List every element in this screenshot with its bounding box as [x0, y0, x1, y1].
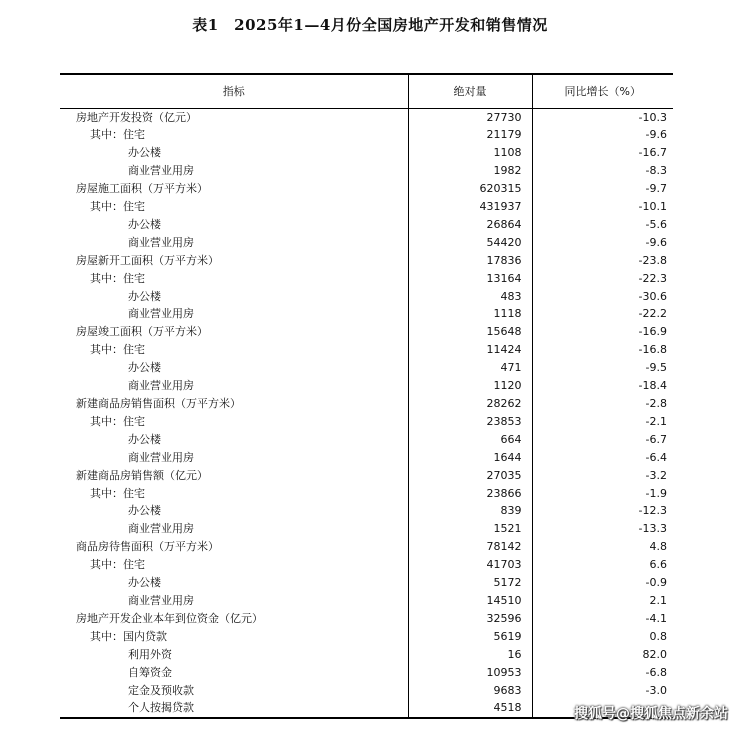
row-absolute-value: 13164: [408, 270, 532, 288]
row-yoy-value: -9.7: [532, 180, 673, 198]
row-yoy-value: -6.8: [532, 664, 673, 682]
row-label: 房屋施工面积（万平方米）: [76, 182, 208, 196]
row-yoy-value: -9.6: [532, 234, 673, 252]
row-label: 房屋新开工面积（万平方米）: [76, 253, 219, 267]
row-yoy-value: -10.3: [532, 108, 673, 126]
table-row: [60, 556, 673, 574]
row-absolute-value: 32596: [408, 610, 532, 628]
row-yoy-value: -3.0: [532, 682, 673, 700]
row-label-cell: [60, 682, 408, 700]
row-label-cell: [60, 413, 408, 431]
row-absolute-value: 21179: [408, 126, 532, 144]
row-label-cell: [60, 699, 408, 718]
row-label: 商业营业用房: [128, 522, 194, 536]
row-label-cell: [60, 234, 408, 252]
row-label: 其中：住宅: [90, 343, 145, 357]
row-label-cell: [60, 144, 408, 162]
row-yoy-value: -4.1: [532, 610, 673, 628]
table-row: [60, 288, 673, 306]
row-label-cell: [60, 646, 408, 664]
row-label-cell: [60, 252, 408, 270]
row-label-cell: [60, 520, 408, 538]
row-label-cell: [60, 538, 408, 556]
table-row: [60, 502, 673, 520]
row-label-cell: [60, 485, 408, 503]
table-row: [60, 520, 673, 538]
row-label-cell: [60, 359, 408, 377]
row-absolute-value: 27730: [408, 108, 532, 126]
row-label-cell: [60, 162, 408, 180]
row-label-cell: [60, 592, 408, 610]
row-label: 办公楼: [128, 146, 161, 160]
table-row: [60, 144, 673, 162]
row-label: 商业营业用房: [128, 379, 194, 393]
row-yoy-value: -23.8: [532, 252, 673, 270]
row-absolute-value: 471: [408, 359, 532, 377]
row-yoy-value: -0.9: [532, 574, 673, 592]
row-label: 商品房待售面积（万平方米）: [76, 540, 219, 554]
row-label: 房地产开发投资（亿元）: [76, 110, 197, 124]
row-absolute-value: 41703: [408, 556, 532, 574]
header-indicator: 指标: [60, 74, 408, 108]
row-yoy-value: -12.3: [532, 502, 673, 520]
row-absolute-value: 4518: [408, 699, 532, 718]
row-label-cell: [60, 628, 408, 646]
row-label: 房屋竣工面积（万平方米）: [76, 325, 208, 339]
row-yoy-value: 6.6: [532, 556, 673, 574]
table-title: 表1 2025年1—4月份全国房地产开发和销售情况: [192, 16, 548, 34]
row-yoy-value: -3.2: [532, 467, 673, 485]
row-label-cell: [60, 341, 408, 359]
table-row: [60, 682, 673, 700]
row-yoy-value: 2.1: [532, 592, 673, 610]
table-row: [60, 198, 673, 216]
row-yoy-value: -9.5: [532, 359, 673, 377]
row-label: 办公楼: [128, 504, 161, 518]
table-row: [60, 341, 673, 359]
row-label-cell: [60, 108, 408, 126]
row-absolute-value: 5172: [408, 574, 532, 592]
table-row: [60, 323, 673, 341]
row-label-cell: [60, 395, 408, 413]
row-label-cell: [60, 502, 408, 520]
row-label-cell: [60, 305, 408, 323]
row-yoy-value: -6.4: [532, 449, 673, 467]
row-label-cell: [60, 664, 408, 682]
row-label: 房地产开发企业本年到位资金（亿元）: [76, 611, 263, 625]
row-absolute-value: 839: [408, 502, 532, 520]
row-absolute-value: 1108: [408, 144, 532, 162]
row-label: 其中：住宅: [90, 414, 145, 428]
row-label-cell: [60, 556, 408, 574]
row-absolute-value: 15648: [408, 323, 532, 341]
row-label: 其中：住宅: [90, 486, 145, 500]
row-yoy-value: -6.7: [532, 431, 673, 449]
row-label: 办公楼: [128, 361, 161, 375]
table-row: [60, 216, 673, 234]
table-row: [60, 395, 673, 413]
row-yoy-value: -9.6: [532, 126, 673, 144]
row-label-cell: [60, 449, 408, 467]
table-row: [60, 467, 673, 485]
row-label-cell: [60, 431, 408, 449]
row-yoy-value: -16.7: [532, 144, 673, 162]
table-body: [60, 108, 673, 718]
row-label-cell: [60, 288, 408, 306]
row-absolute-value: 10953: [408, 664, 532, 682]
row-label-cell: [60, 126, 408, 144]
table-row: [60, 431, 673, 449]
row-label: 其中：国内贷款: [90, 629, 167, 643]
row-label-cell: [60, 323, 408, 341]
row-absolute-value: 17836: [408, 252, 532, 270]
row-absolute-value: 1521: [408, 520, 532, 538]
row-absolute-value: 28262: [408, 395, 532, 413]
row-absolute-value: 431937: [408, 198, 532, 216]
row-label: 办公楼: [128, 217, 161, 231]
row-yoy-value: -16.8: [532, 341, 673, 359]
row-yoy-value: -18.4: [532, 377, 673, 395]
row-yoy-value: -2.1: [532, 413, 673, 431]
table-row: [60, 234, 673, 252]
row-yoy-value: -2.8: [532, 395, 673, 413]
row-label: 其中：住宅: [90, 200, 145, 214]
row-yoy-value: 0.8: [532, 628, 673, 646]
table-row: [60, 126, 673, 144]
row-absolute-value: 23853: [408, 413, 532, 431]
row-label-cell: [60, 180, 408, 198]
row-label: 办公楼: [128, 576, 161, 590]
header-absolute: 绝对量: [408, 74, 532, 108]
row-label: 新建商品房销售额（亿元）: [76, 468, 208, 482]
row-absolute-value: 11424: [408, 341, 532, 359]
row-label-cell: [60, 216, 408, 234]
row-absolute-value: 78142: [408, 538, 532, 556]
table-row: [60, 628, 673, 646]
table-row: [60, 646, 673, 664]
row-yoy-value: -30.6: [532, 288, 673, 306]
header-yoy: 同比增长（%）: [532, 74, 673, 108]
table-row: [60, 162, 673, 180]
row-label-cell: [60, 574, 408, 592]
row-label: 定金及预收款: [128, 683, 194, 697]
row-yoy-value: -5.6: [532, 216, 673, 234]
table-row: [60, 413, 673, 431]
row-absolute-value: 54420: [408, 234, 532, 252]
data-table-container: [60, 73, 673, 719]
data-table: [60, 73, 673, 719]
row-label: 商业营业用房: [128, 235, 194, 249]
table-row: [60, 592, 673, 610]
row-yoy-value: -16.9: [532, 323, 673, 341]
table-row: [60, 610, 673, 628]
row-label: 商业营业用房: [128, 450, 194, 464]
row-label: 个人按揭贷款: [128, 701, 194, 715]
table-header-row: [60, 74, 673, 108]
row-absolute-value: 14510: [408, 592, 532, 610]
row-absolute-value: 664: [408, 431, 532, 449]
row-label: 其中：住宅: [90, 558, 145, 572]
row-label: 利用外资: [128, 647, 172, 661]
table-row: [60, 449, 673, 467]
row-label: 其中：住宅: [90, 271, 145, 285]
table-row: [60, 485, 673, 503]
row-label: 办公楼: [128, 432, 161, 446]
table-row: [60, 538, 673, 556]
table-row: [60, 377, 673, 395]
row-label-cell: [60, 467, 408, 485]
row-yoy-value: -22.3: [532, 270, 673, 288]
row-absolute-value: 1644: [408, 449, 532, 467]
row-yoy-value: -13.3: [532, 520, 673, 538]
table-row: [60, 270, 673, 288]
row-absolute-value: 26864: [408, 216, 532, 234]
row-yoy-value: -1.9: [532, 485, 673, 503]
table-row: [60, 359, 673, 377]
row-label-cell: [60, 270, 408, 288]
row-absolute-value: 16: [408, 646, 532, 664]
table-row: [60, 252, 673, 270]
row-yoy-value: -10.1: [532, 198, 673, 216]
row-label: 商业营业用房: [128, 164, 194, 178]
row-absolute-value: 620315: [408, 180, 532, 198]
table-row: [60, 180, 673, 198]
row-yoy-value: 82.0: [532, 646, 673, 664]
row-yoy-value: 4.8: [532, 538, 673, 556]
row-yoy-value: -22.2: [532, 305, 673, 323]
row-label: 办公楼: [128, 289, 161, 303]
row-label: 其中：住宅: [90, 128, 145, 142]
row-yoy-value: -8.3: [532, 162, 673, 180]
row-label: 商业营业用房: [128, 593, 194, 607]
watermark-text: 搜狐号@搜狐焦点新余站: [574, 706, 728, 722]
table-row: [60, 108, 673, 126]
row-absolute-value: 23866: [408, 485, 532, 503]
row-absolute-value: 483: [408, 288, 532, 306]
row-absolute-value: 1120: [408, 377, 532, 395]
row-label: 新建商品房销售面积（万平方米）: [76, 397, 241, 410]
row-absolute-value: 1982: [408, 162, 532, 180]
table-row: [60, 664, 673, 682]
row-absolute-value: 27035: [408, 467, 532, 485]
row-label-cell: [60, 610, 408, 628]
row-label: 自筹资金: [128, 665, 172, 679]
table-row: [60, 574, 673, 592]
row-absolute-value: 5619: [408, 628, 532, 646]
row-absolute-value: 1118: [408, 305, 532, 323]
row-absolute-value: 9683: [408, 682, 532, 700]
row-label: 商业营业用房: [128, 307, 194, 321]
row-label-cell: [60, 198, 408, 216]
table-row: [60, 305, 673, 323]
row-label-cell: [60, 377, 408, 395]
